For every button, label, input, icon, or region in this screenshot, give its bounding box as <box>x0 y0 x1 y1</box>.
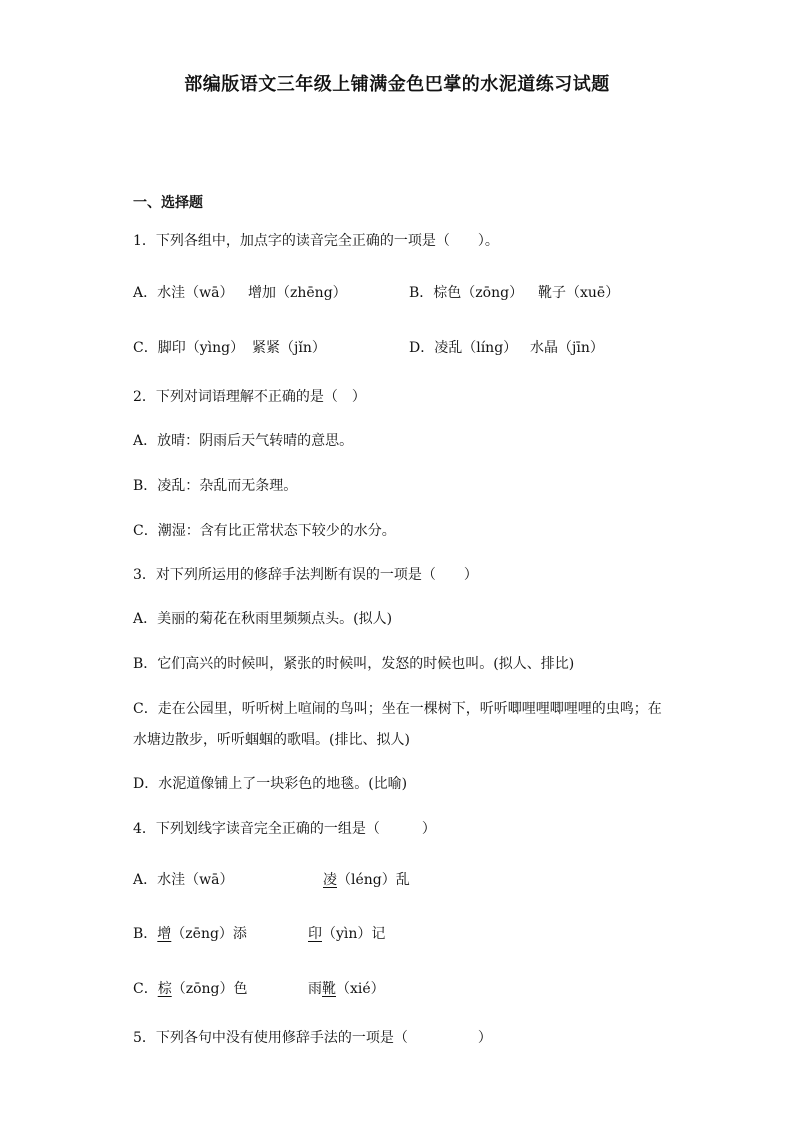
question-3-option-c-line2: 水塘边散步，听听蝈蝈的歌唱。(排比、拟人) <box>133 732 410 748</box>
question-1-option-d-part2: 水晶（jīn） <box>530 340 604 356</box>
question-3-option-b: B．它们高兴的时候叫，紧张的时候叫，发怒的时候也叫。(拟人、排比) <box>133 656 575 672</box>
reading-text: （zēng）添 <box>171 926 247 942</box>
reading-text: （léng）乱 <box>337 872 410 888</box>
question-5-stem: 5．下列各句中没有使用修辞手法的一项是（ ） <box>133 1030 492 1046</box>
question-4-option-a-part2 <box>323 870 410 890</box>
question-3-stem: 3．对下列所运用的修辞手法判断有误的一项是（ ） <box>133 567 478 583</box>
option-prefix: B． <box>133 926 158 942</box>
question-3-option-d: D．水泥道像铺上了一块彩色的地毯。(比喻) <box>133 776 408 792</box>
question-1-option-d-part1: D．凌乱（líng） <box>409 340 518 356</box>
question-1-option-c-part2: 紧紧（jǐn） <box>252 340 326 356</box>
question-1-option-b-part2: 靴子（xuē） <box>538 285 620 301</box>
reading-text: （yìn）记 <box>322 926 386 942</box>
question-2-option-a: A．放晴：阴雨后天气转晴的意思。 <box>133 433 354 449</box>
question-1-option-c-part1: C．脚印（yìng） <box>133 340 245 356</box>
question-1-option-a-part1: A．水洼（wā） <box>133 285 234 301</box>
question-4-option-b-part1 <box>133 924 247 944</box>
question-2-option-b: B．凌乱：杂乱而无条理。 <box>133 478 298 494</box>
question-4-option-c-part2 <box>308 979 385 999</box>
question-1-option-b-part1: B．棕色（zōng） <box>409 285 524 301</box>
question-1-stem: 1．下列各组中，加点字的读音完全正确的一项是（ ）。 <box>133 233 499 249</box>
question-4-option-a-part1: A．水洼（wā） <box>133 872 234 888</box>
reading-text: （xié） <box>336 981 385 997</box>
reading-text: （zōng）色 <box>171 981 248 997</box>
plain-char: 雨 <box>308 981 322 997</box>
question-2-stem: 2．下列对词语理解不正确的是（ ） <box>133 389 366 405</box>
question-3-option-c-line1: C．走在公园里，听听树上喧闹的鸟叫；坐在一棵树下，听听唧哩哩唧哩哩的虫鸣；在 <box>133 701 662 717</box>
question-4-option-b-part2 <box>308 924 385 944</box>
question-1-option-a-part2: 增加（zhēng） <box>248 285 347 301</box>
option-prefix: C． <box>133 981 158 997</box>
page-title: 部编版语文三年级上铺满金色巴掌的水泥道练习试题 <box>184 74 610 95</box>
underlined-char: 印 <box>308 926 322 942</box>
underlined-char: 增 <box>157 926 172 942</box>
underlined-char: 棕 <box>157 981 172 997</box>
question-3-option-a: A．美丽的菊花在秋雨里频频点头。(拟人) <box>133 611 393 627</box>
underlined-char: 凌 <box>323 872 337 888</box>
question-4-option-c-part1 <box>133 979 248 999</box>
question-2-option-c: C．潮湿：含有比正常状态下较少的水分。 <box>133 523 396 539</box>
underlined-char: 靴 <box>322 981 336 997</box>
question-4-stem: 4．下列划线字读音完全正确的一组是（ ） <box>133 821 436 837</box>
section-heading: 一、选择题 <box>133 195 203 211</box>
